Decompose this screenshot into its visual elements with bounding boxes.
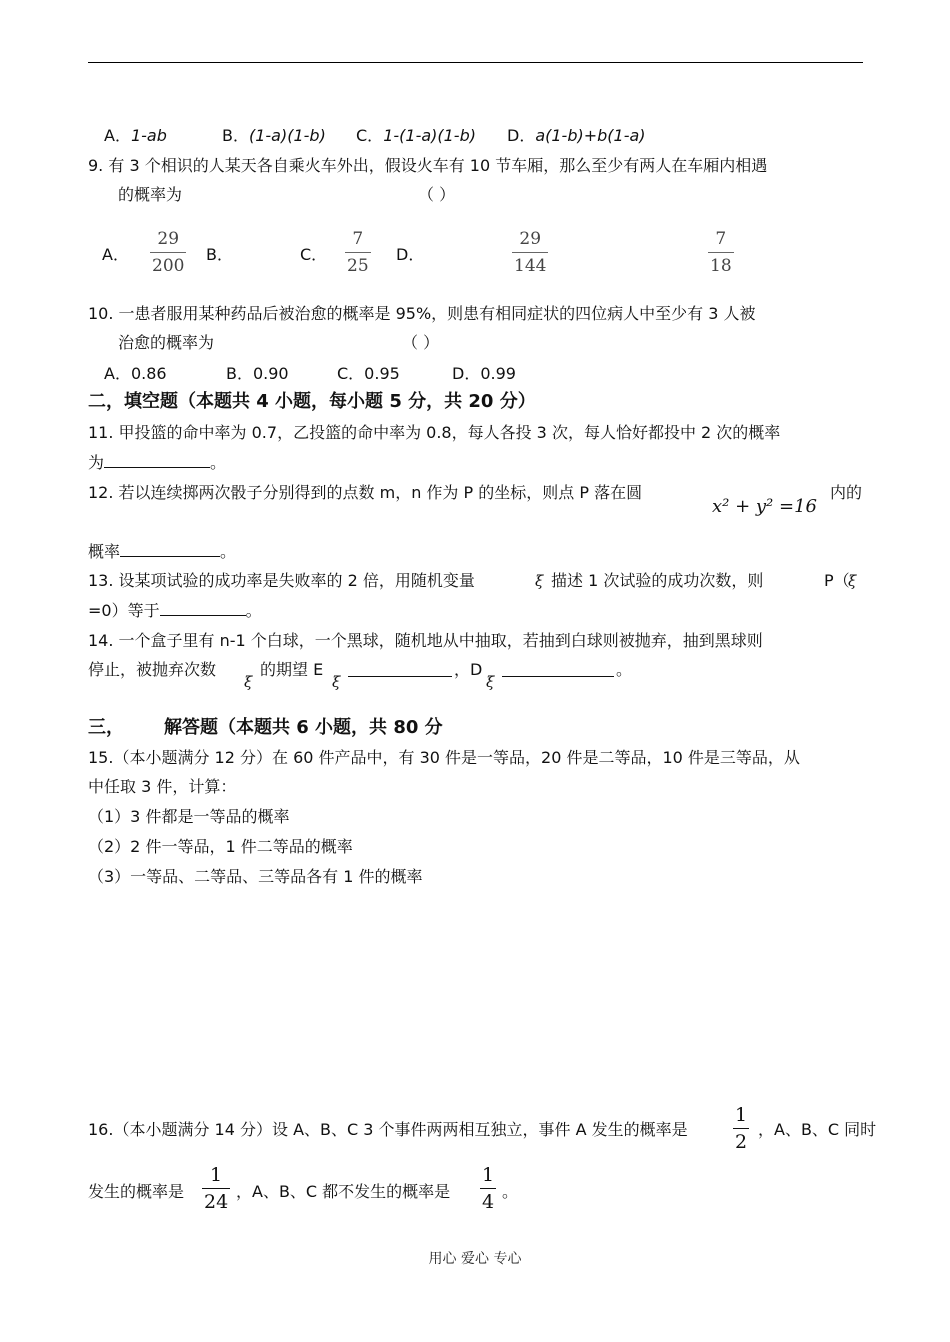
q14-variance-blank[interactable] [502,662,614,677]
header-rule [88,62,863,63]
section-3-heading: 解答题（本题共 6 小题，共 80 分 [164,717,443,738]
q14-line2b: 的期望 E [260,660,324,679]
q15-line1: 15.（本小题满分 12 分）在 60 件产品中，有 30 件是一等品，20 件是二等品，10 件是三等品，从 [88,748,800,767]
q8-option-d: a(1-b)+b(1-a) [535,126,646,145]
q16-frac-none-num: 1 [482,1164,495,1186]
q12-line1: 12. 若以连续掷两次骰子分别得到的点数 m，n 作为 P 的坐标，则点 P 落在圆 [88,483,643,502]
q9-frac-a-num: 29 [157,229,180,249]
q14-xi-3: ξ [486,673,495,691]
q15-line2: 中任取 3 件，计算： [88,777,237,796]
q15-item-2: （2）2 件一等品，1 件二等品的概率 [88,837,353,856]
q11-line2 [88,453,226,473]
q9-opt-b: B． [206,245,233,264]
q11-suffix: 。 [210,453,227,472]
q13-answer-blank[interactable] [160,601,246,616]
q14-line1: 14. 一个盒子里有 n-1 个白球，一个黑球，随机地从中抽取，若抽到白球则被抛弃，抽到黑球则 [88,631,763,650]
q14-xi-2: ξ [332,673,341,691]
q8-option-a-label: A． [104,126,131,145]
q16-frac-abc-num: 1 [210,1164,223,1186]
q9-frac-c-num: 7 [352,229,364,249]
q16-frac-a-den: 2 [735,1131,748,1153]
q10-line1: 10. 一患者服用某种药品后被治愈的概率是 95%，则患有相同症状的四位病人中至少有 3 人被 [88,304,756,323]
q8-option-d-label: D． [507,126,536,145]
q13-xi-2: ξ [848,572,857,590]
q8-option-b-wrap [222,126,326,146]
section-2-heading: 二，填空题（本题共 4 小题，每小题 5 分，共 20 分） [88,391,536,412]
q8-option-c: 1-(1-a)(1-b) [383,126,476,145]
q16-line2b: ，A、B、C 都不发生的概率是 [236,1182,451,1201]
section-3-number: 三， [88,717,124,738]
q9-frac-c-den: 25 [347,256,369,276]
q8-option-c-label: C． [356,126,384,145]
q9-frac-d2-num: 7 [715,229,727,249]
q13-line1: 13. 设某项试验的成功率是失败率的 2 倍，用随机变量 [88,571,475,590]
q13-xi-1: ξ [535,572,544,590]
q9-frac-d1-den: 144 [514,256,547,276]
q13-suffix: 。 [245,601,262,620]
q14-line2c: ，D [454,660,483,679]
q14-line2d: 。 [616,660,633,679]
q13-line1-mid: 描述 1 次试验的成功次数，则 [551,571,764,590]
q12-suffix: 。 [220,542,237,561]
q9-frac-c [345,228,371,277]
q16-frac-a-num: 1 [735,1104,748,1126]
q10-opt-a: A．0.86 [104,364,167,383]
q14-xi-1: ξ [244,673,253,691]
q16-frac-abc [202,1164,230,1213]
q12-formula: x² + y² =16 [712,496,817,517]
q8-option-b: (1-a)(1-b) [248,126,326,145]
q16-line1: 16.（本小题满分 14 分）设 A、B、C 3 个事件两两相互独立，事件 A 发生的概率是 [88,1120,688,1139]
q9-frac-d1-num: 29 [519,229,542,249]
q16-frac-a [733,1104,749,1153]
q16-line2c: 。 [502,1182,519,1201]
q15-item-1: （1）3 件都是一等品的概率 [88,807,290,826]
q13-line2-text: =0）等于 [88,601,160,620]
q8-option-a: 1-ab [130,126,167,145]
q15-item-3: （3）一等品、二等品、三等品各有 1 件的概率 [88,867,423,886]
q9-line2: 的概率为 [118,185,183,204]
q9-paren: （ ） [418,185,456,204]
q9-line1: 9. 有 3 个相识的人某天各自乘火车外出，假设火车有 10 节车厢，那么至少有两人在车厢内相遇 [88,156,768,175]
q8-options [104,126,167,146]
q16-frac-none [480,1164,496,1213]
q16-line1-end: ，A、B、C 同时 [758,1120,877,1139]
q12-prefix: 概率 [88,542,121,561]
q13-line1-end: P（ [824,571,850,590]
q14-expectation-blank[interactable] [348,662,452,677]
q16-frac-none-den: 4 [482,1191,495,1213]
q13-line2 [88,601,262,621]
q9-opt-d: D． [396,245,425,264]
q16-line2a: 发生的概率是 [88,1182,185,1201]
q10-opt-b: B．0.90 [226,364,289,383]
page-footer: 用心 爱心 专心 [428,1251,522,1267]
q9-opt-c: C． [300,245,328,264]
q8-option-b-label: B． [222,126,249,145]
q10-paren: （ ） [402,333,440,352]
q14-line2a: 停止，被抛弃次数 [88,660,217,679]
q9-frac-d2 [708,228,734,277]
q9-opt-a: A． [102,245,129,264]
q16-frac-abc-den: 24 [204,1191,229,1213]
q12-line2 [88,542,236,562]
q11-prefix: 为 [88,453,105,472]
q12-answer-blank[interactable] [120,542,220,557]
q9-frac-a [150,228,186,277]
q11-line1: 11. 甲投篮的命中率为 0.7，乙投篮的命中率为 0.8，每人各投 3 次，每人恰好都投中 2 次的概率 [88,423,781,442]
q8-option-c-wrap [356,126,476,146]
q9-frac-a-den: 200 [152,256,185,276]
q12-line1-end: 内的 [830,483,863,502]
q11-answer-blank[interactable] [104,453,210,468]
q10-line2: 治愈的概率为 [118,333,215,352]
q9-frac-d1 [512,228,548,277]
q10-opt-d: D．0.99 [452,364,516,383]
q8-option-d-wrap [507,126,646,146]
q10-opt-c: C．0.95 [337,364,400,383]
q9-frac-d2-den: 18 [710,256,732,276]
